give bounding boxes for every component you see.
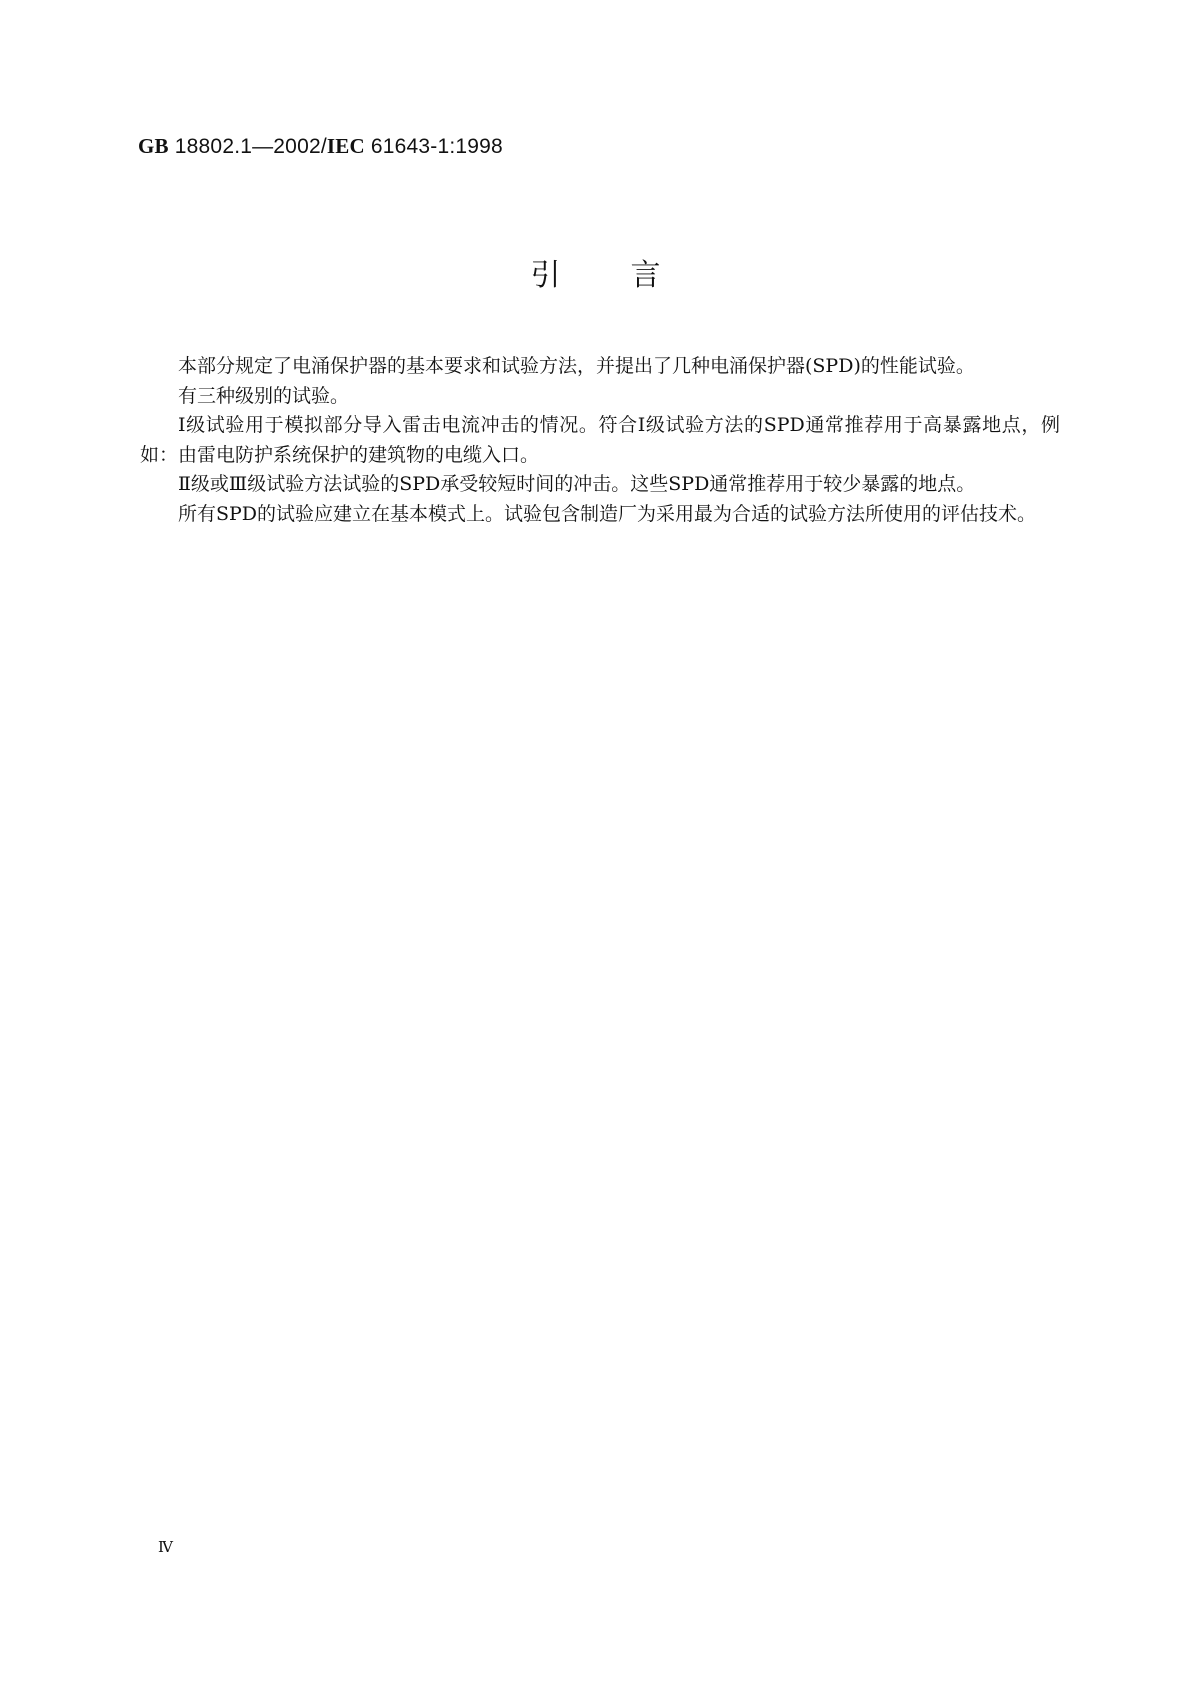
gb-prefix: GB [138, 134, 169, 158]
page-title: 引言 [530, 258, 731, 293]
iec-number: 61643-1:1998 [370, 135, 503, 158]
body-text [140, 352, 1060, 529]
paragraph-class-1: Ⅰ级试验用于模拟部分导入雷击电流冲击的情况。符合Ⅰ级试验方法的SPD通常推荐用于高暴露地点，例如：由雷电防护系统保护的建筑物的电缆入口。 [140, 414, 1060, 466]
paragraph-basic-mode: 所有SPD的试验应建立在基本模式上。试验包含制造厂为采用最为合适的试验方法所使用的评估技术。 [178, 502, 1037, 525]
paragraph-scope: 本部分规定了电涌保护器的基本要求和试验方法，并提出了几种电涌保护器(SPD)的性能试验。 [178, 355, 975, 377]
paragraph-test-levels: 有三种级别的试验。 [178, 384, 350, 407]
standard-number-header [138, 134, 503, 159]
page-number: Ⅳ [158, 1538, 173, 1556]
iec-prefix: IEC [326, 134, 365, 158]
gb-number: 18802.1—2002/ [174, 135, 327, 158]
paragraph-class-2-3: Ⅱ级或Ⅲ级试验方法试验的SPD承受较短时间的冲击。这些SPD通常推荐用于较少暴露的地点。 [178, 473, 976, 495]
